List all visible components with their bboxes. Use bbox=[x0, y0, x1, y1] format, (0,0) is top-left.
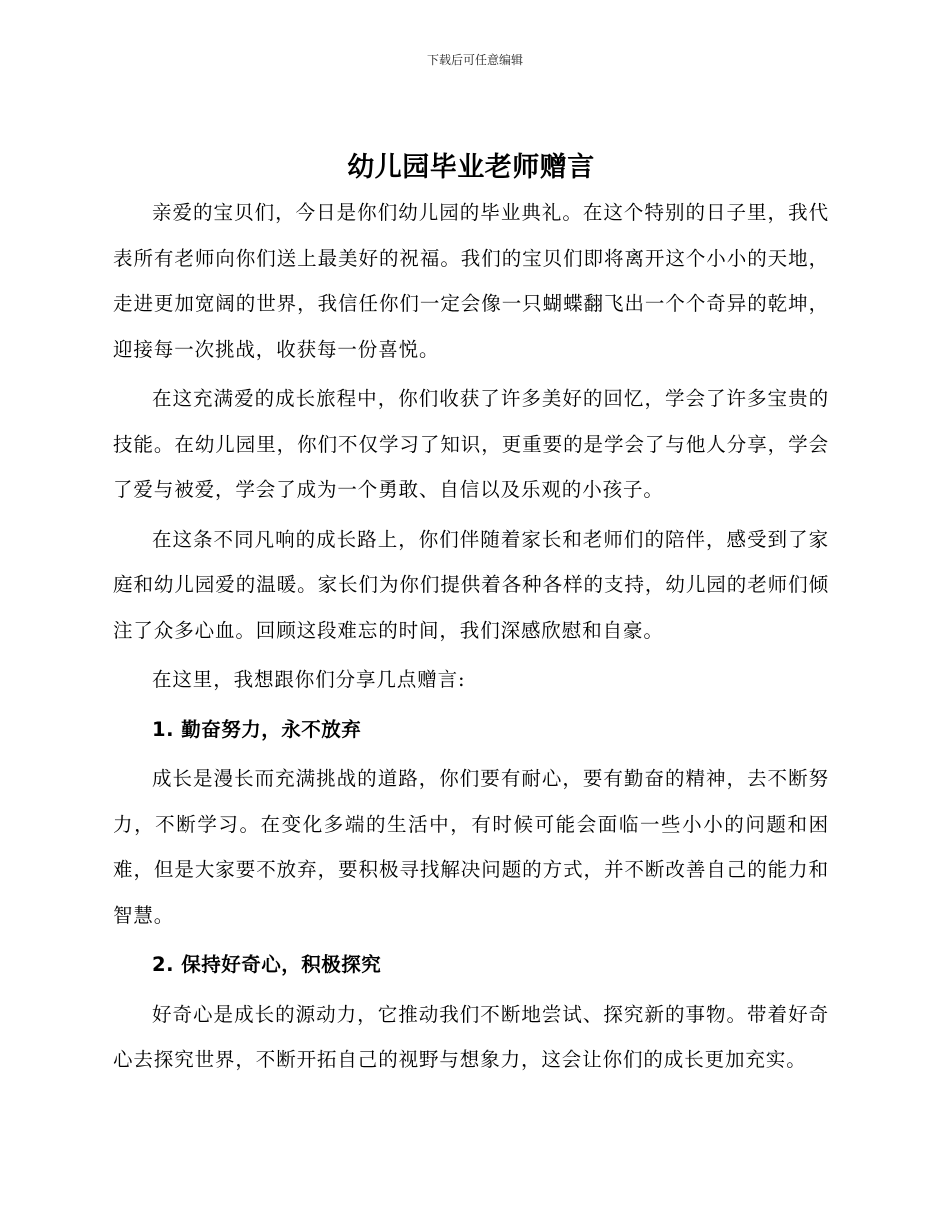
section-heading-curiosity: 2. 保持好奇心，积极探究 bbox=[152, 953, 382, 976]
paragraph-greeting: 亲爱的宝贝们，今日是你们幼儿园的毕业典礼。在这个特别的日子里，我代表所有老师向你们送上最美好的祝福。我们的宝贝们即将离开这个小小的天地，走进更加宽阔的世界，我信任你们一定会像一只蝴蝶翻飞出一个个奇异的乾坤，迎接每一次挑战，收获每一份喜悦。 bbox=[113, 201, 829, 361]
document-title: 幼儿园毕业老师赠言 bbox=[347, 152, 595, 183]
paragraph-intro-advice: 在这里，我想跟你们分享几点赠言: bbox=[152, 668, 466, 691]
section-body-diligence: 成长是漫长而充满挑战的道路，你们要有耐心，要有勤奋的精神，去不断努力，不断学习。在变化多端的生活中，有时候可能会面临一些小小的问题和困难，但是大家要不放弃，要积极寻找解决问题的方式，并不断改善自己的能力和智慧。 bbox=[113, 767, 829, 927]
page-header-note: 下载后可任意编辑 bbox=[426, 53, 523, 67]
document-body bbox=[113, 146, 829, 1083]
section-heading-diligence: 1. 勤奋努力，永不放弃 bbox=[152, 717, 362, 741]
paragraph-family-support: 在这条不同凡响的成长路上，你们伴随着家长和老师们的陪伴，感受到了家庭和幼儿园爱的温暖。家长们为你们提供着各种各样的支持，幼儿园的老师们倾注了众多心血。回顾这段难忘的时间，我们深感欣慰和自豪。 bbox=[113, 527, 829, 642]
section-body-curiosity: 好奇心是成长的源动力，它推动我们不断地尝试、探究新的事物。带着好奇心去探究世界，不断开拓自己的视野与想象力，这会让你们的成长更加充实。 bbox=[113, 1002, 829, 1071]
paragraph-growth-journey: 在这充满爱的成长旅程中，你们收获了许多美好的回忆，学会了许多宝贵的技能。在幼儿园里，你们不仅学习了知识，更重要的是学会了与他人分享，学会了爱与被爱，学会了成为一个勇敢、自信以及乐观的小孩子。 bbox=[113, 387, 829, 501]
